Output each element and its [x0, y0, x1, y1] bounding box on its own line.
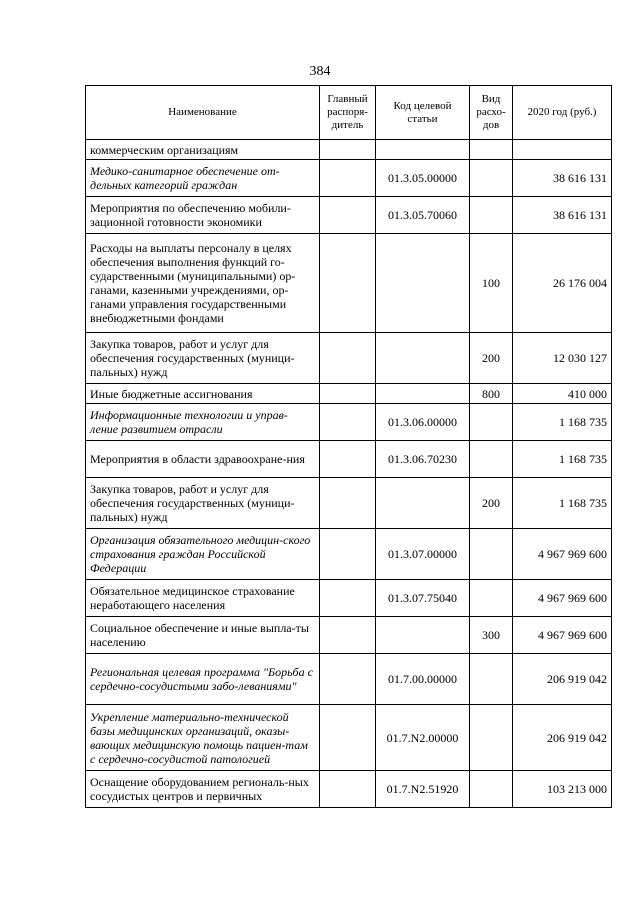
table-row — [86, 771, 612, 808]
table-row — [86, 234, 612, 333]
row-target-code — [376, 617, 470, 654]
row-expense-type: 200 — [470, 333, 513, 384]
row-name: Социальное обеспечение и иные выпла-ты населению — [86, 617, 320, 654]
row-name: Укрепление материально-технической базы медицинских организаций, оказы-вающих медицинскую помощь пациен-там с сердечно-сосудистой патологией — [86, 705, 320, 771]
table-row — [86, 197, 612, 234]
row-amount: 38 616 131 — [513, 160, 612, 197]
row-name: Расходы на выплаты персоналу в целях обеспечения выполнения функций го-сударственными (муниципальными) ор-ганами, казенными учреждениями, ор-ганами управления государственными внебюджетными фондами — [86, 234, 320, 333]
row-main-manager — [320, 333, 376, 384]
row-amount: 4 967 969 600 — [513, 529, 612, 580]
page-number: 384 — [309, 64, 331, 79]
row-target-code — [376, 333, 470, 384]
table-row — [86, 404, 612, 441]
header-target-code: Код целевой статьи — [376, 86, 470, 140]
row-amount: 206 919 042 — [513, 705, 612, 771]
row-main-manager — [320, 234, 376, 333]
row-amount: 12 030 127 — [513, 333, 612, 384]
row-expense-type — [470, 654, 513, 705]
row-amount: 1 168 735 — [513, 404, 612, 441]
row-amount: 26 176 004 — [513, 234, 612, 333]
row-expense-type — [470, 197, 513, 234]
row-target-code: 01.3.06.00000 — [376, 404, 470, 441]
row-expense-type — [470, 529, 513, 580]
row-expense-type: 800 — [470, 384, 513, 404]
table-row — [86, 580, 612, 617]
row-expense-type — [470, 771, 513, 808]
table-row — [86, 705, 612, 771]
table-row — [86, 160, 612, 197]
row-name: Иные бюджетные ассигнования — [86, 384, 320, 404]
header-expense-type: Вид расхо-дов — [470, 86, 513, 140]
row-amount: 1 168 735 — [513, 478, 612, 529]
table-row — [86, 441, 612, 478]
row-main-manager — [320, 654, 376, 705]
row-expense-type: 100 — [470, 234, 513, 333]
row-name: Оснащение оборудованием региональ-ных сосудистых центров и первичных — [86, 771, 320, 808]
row-amount — [513, 140, 612, 160]
row-expense-type — [470, 404, 513, 441]
row-name: коммерческим организациям — [86, 140, 320, 160]
budget-table — [85, 85, 612, 808]
row-name: Закупка товаров, работ и услуг для обеспечения государственных (муници-пальных) нужд — [86, 478, 320, 529]
row-main-manager — [320, 771, 376, 808]
table-header-row — [86, 86, 612, 140]
row-main-manager — [320, 404, 376, 441]
row-target-code — [376, 478, 470, 529]
row-name: Обязательное медицинское страхование неработающего населения — [86, 580, 320, 617]
row-target-code — [376, 234, 470, 333]
row-expense-type: 200 — [470, 478, 513, 529]
row-amount: 4 967 969 600 — [513, 617, 612, 654]
header-name: Наименование — [86, 86, 320, 140]
row-main-manager — [320, 580, 376, 617]
row-name: Региональная целевая программа "Борьба с сердечно-сосудистыми забо-леваниями" — [86, 654, 320, 705]
table-row — [86, 617, 612, 654]
table-row — [86, 333, 612, 384]
table-row — [86, 384, 612, 404]
header-year-amount: 2020 год (руб.) — [513, 86, 612, 140]
table-row — [86, 140, 612, 160]
row-name: Мероприятия в области здравоохране-ния — [86, 441, 320, 478]
table-row — [86, 654, 612, 705]
row-amount: 103 213 000 — [513, 771, 612, 808]
table-row — [86, 478, 612, 529]
header-main-manager: Главный распоря-дитель — [320, 86, 376, 140]
row-name: Закупка товаров, работ и услуг для обеспечения государственных (муници-пальных) нужд — [86, 333, 320, 384]
row-amount: 206 919 042 — [513, 654, 612, 705]
row-target-code: 01.3.06.70230 — [376, 441, 470, 478]
row-target-code — [376, 140, 470, 160]
row-main-manager — [320, 160, 376, 197]
row-main-manager — [320, 705, 376, 771]
row-main-manager — [320, 478, 376, 529]
row-target-code: 01.3.07.00000 — [376, 529, 470, 580]
row-name: Медико-санитарное обеспечение от-дельных категорий граждан — [86, 160, 320, 197]
row-name: Информационные технологии и управ-ление развитием отрасли — [86, 404, 320, 441]
row-target-code: 01.7.N2.00000 — [376, 705, 470, 771]
row-expense-type — [470, 441, 513, 478]
row-amount: 4 967 969 600 — [513, 580, 612, 617]
row-target-code: 01.3.05.70060 — [376, 197, 470, 234]
row-target-code: 01.7.N2.51920 — [376, 771, 470, 808]
row-expense-type — [470, 140, 513, 160]
row-name: Мероприятия по обеспечению мобили-зационной готовности экономики — [86, 197, 320, 234]
row-main-manager — [320, 384, 376, 404]
row-expense-type: 300 — [470, 617, 513, 654]
row-expense-type — [470, 160, 513, 197]
row-target-code: 01.3.05.00000 — [376, 160, 470, 197]
row-amount: 410 000 — [513, 384, 612, 404]
row-target-code: 01.3.07.75040 — [376, 580, 470, 617]
table-row — [86, 529, 612, 580]
table-body — [86, 140, 612, 808]
row-main-manager — [320, 441, 376, 478]
row-main-manager — [320, 140, 376, 160]
row-main-manager — [320, 617, 376, 654]
row-expense-type — [470, 705, 513, 771]
row-amount: 38 616 131 — [513, 197, 612, 234]
row-main-manager — [320, 529, 376, 580]
row-target-code — [376, 384, 470, 404]
row-amount: 1 168 735 — [513, 441, 612, 478]
row-expense-type — [470, 580, 513, 617]
row-main-manager — [320, 197, 376, 234]
row-target-code: 01.7.00.00000 — [376, 654, 470, 705]
row-name: Организация обязательного медицин-ского страхования граждан Российской Федерации — [86, 529, 320, 580]
